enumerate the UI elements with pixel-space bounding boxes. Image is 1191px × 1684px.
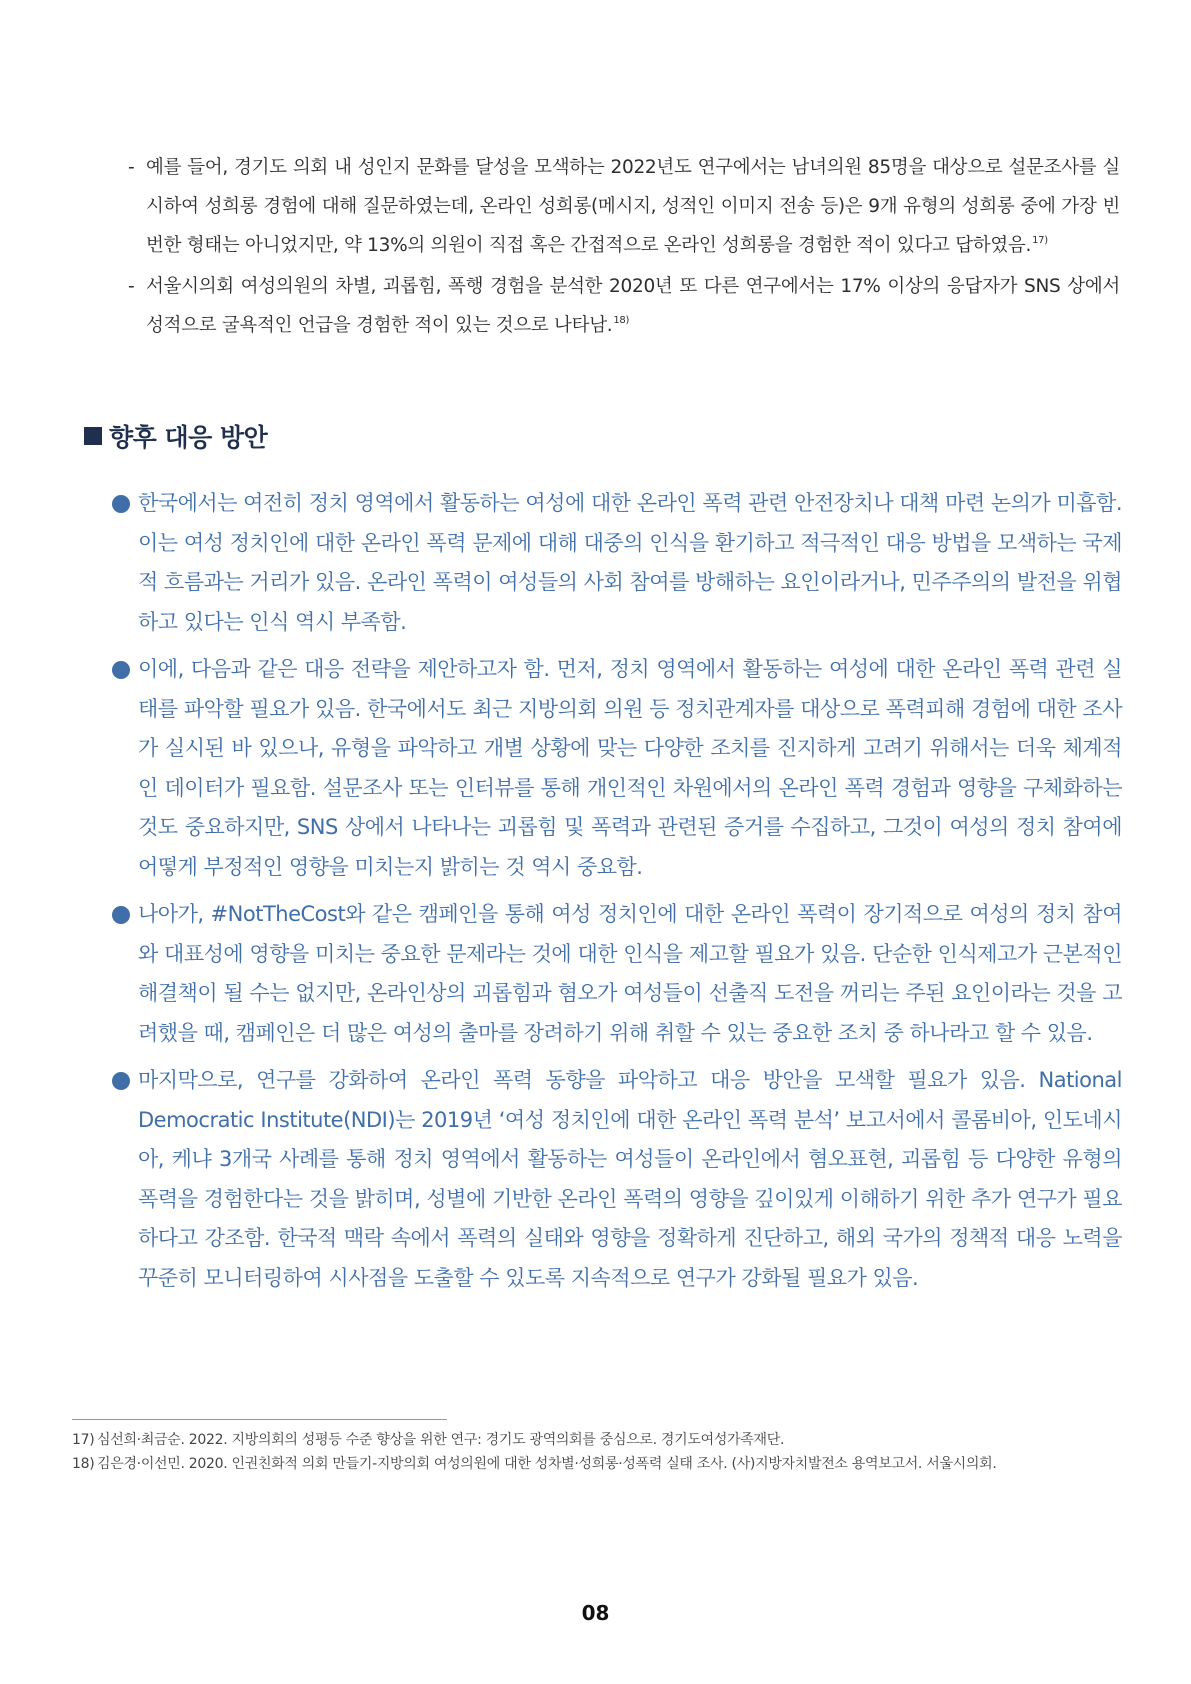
- footnote-ref: 18): [613, 315, 630, 326]
- bullet-text: 한국에서는 여전히 정치 영역에서 활동하는 여성에 대한 온라인 폭력 관련 안전장치나 대책 마련 논의가 미흡함. 이는 여성 정치인에 대한 온라인 폭력 문제에 대해 대중의 인식을 환기하고 적극적인 대응 방법을 모색하는 국제적 흐름과는 거리가 있음. 온라인 폭력이 여성들의 사회 참여를 방해하는 요인이라거나, 민주주의의 발전을 위협하고 있다는 인식 역시 부족함.: [138, 491, 1122, 634]
- bullet-list: [112, 484, 1122, 1306]
- circle-bullet-icon: [112, 906, 130, 924]
- dash-item: [128, 267, 1120, 345]
- bullet-item: [112, 895, 1122, 1053]
- circle-bullet-icon: [112, 1072, 130, 1090]
- bullet-text: 이에, 다음과 같은 대응 전략을 제안하고자 함. 먼저, 정치 영역에서 활동하는 여성에 대한 온라인 폭력 관련 실태를 파악할 필요가 있음. 한국에서도 최근 지방의회 의원 등 정치관계자를 대상으로 폭력피해 경험에 대한 조사가 실시된 바 있으나, 유형을 파악하고 개별 상황에 맞는 다양한 조치를 진지하게 고려기 위해서는 더욱 체계적인 데이터가 필요함. 설문조사 또는 인터뷰를 통해 개인적인 차원에서의 온라인 폭력 경험과 영향을 구체화하는 것도 중요하지만, SNS 상에서 나타나는 괴롭힘 및 폭력과 관련된 증거를 수집하고, 그것이 여성의 정치 참여에 어떻게 부정적인 영향을 미치는지 밝히는 것 역시 중요함.: [138, 657, 1122, 879]
- footnote-ref: 17): [1032, 235, 1048, 246]
- footnote-divider: [72, 1419, 447, 1420]
- footnote-number: 17): [72, 1432, 95, 1448]
- section-title-text: 향후 대응 방안: [109, 423, 268, 452]
- bullet-text: 나아가, #NotTheCost와 같은 캠페인을 통해 여성 정치인에 대한 온라인 폭력이 장기적으로 여성의 정치 참여와 대표성에 영향을 미치는 중요한 문제라는 것에 대한 인식을 제고할 필요가 있음. 단순한 인식제고가 근본적인 해결책이 될 수는 없지만, 온라인상의 괴롭힘과 혐오가 여성들이 선출직 도전을 꺼리는 주된 요인이라는 것을 고려했을 때, 캠페인은 더 많은 여성의 출마를 장려하기 위해 취할 수 있는 중요한 조치 중 하나라고 할 수 있음.: [138, 902, 1122, 1045]
- section-heading: [84, 418, 267, 454]
- square-bullet-icon: [84, 427, 102, 445]
- dash-marker: -: [128, 276, 135, 297]
- dash-item: [128, 148, 1120, 265]
- bullet-text: 마지막으로, 연구를 강화하여 온라인 폭력 동향을 파악하고 대응 방안을 모색할 필요가 있음. National Democratic Institute(NDI)는 2019년 ‘여성 정치인에 대한 온라인 폭력 분석’ 보고서에서 콜롬비아, 인도네시아, 케냐 3개국 사례를 통해 정치 영역에서 활동하는 여성들이 온라인에서 혐오표현, 괴롭힘 등 다양한 유형의 폭력을 경험한다는 것을 밝히며, 성별에 기반한 온라인 폭력의 영향을 깊이있게 이해하기 위한 추가 연구가 필요하다고 강조함. 한국적 맥락 속에서 폭력의 실태와 영향을 정확하게 진단하고, 해외 국가의 정책적 대응 노력을 꾸준히 모니터링하여 시사점을 도출할 수 있도록 지속적으로 연구가 강화될 필요가 있음.: [138, 1068, 1122, 1290]
- footnote: [72, 1452, 1112, 1476]
- circle-bullet-icon: [112, 661, 130, 679]
- footnote-text: 심선희·최금순. 2022. 지방의회의 성평등 수준 향상을 위한 연구: 경기도 광역의회를 중심으로. 경기도여성가족재단.: [97, 1432, 785, 1448]
- footnote: [72, 1428, 1112, 1452]
- dash-item-text: 예를 들어, 경기도 의회 내 성인지 문화를 달성을 모색하는 2022년도 연구에서는 남녀의원 85명을 대상으로 설문조사를 실시하여 성희롱 경험에 대해 질문하였는데, 온라인 성희롱(메시지, 성적인 이미지 전송 등)은 9개 유형의 성희롱 중에 가장 빈번한 형태는 아니었지만, 약 13%의 의원이 직접 혹은 간접적으로 온라인 성희롱을 경험한 적이 있다고 답하였음.: [146, 157, 1120, 256]
- bullet-item: [112, 484, 1122, 642]
- circle-bullet-icon: [112, 495, 130, 513]
- page-number: 08: [581, 1601, 610, 1625]
- footnotes: [72, 1428, 1112, 1476]
- footnote-text: 김은경·이선민. 2020. 인권친화적 의회 만들기-지방의회 여성의원에 대한 성차별·성희롱·성폭력 실태 조사. (사)지방자치발전소 용역보고서. 서울시의회.: [97, 1456, 997, 1472]
- bullet-item: [112, 650, 1122, 887]
- bullet-item: [112, 1061, 1122, 1298]
- dash-list: [128, 148, 1120, 347]
- dash-item-text: 서울시의회 여성의원의 차별, 괴롭힘, 폭행 경험을 분석한 2020년 또 다른 연구에서는 17% 이상의 응답자가 SNS 상에서 성적으로 굴욕적인 언급을 경험한 적이 있는 것으로 나타남.: [146, 276, 1120, 336]
- dash-marker: -: [128, 157, 135, 178]
- footnote-number: 18): [72, 1456, 95, 1472]
